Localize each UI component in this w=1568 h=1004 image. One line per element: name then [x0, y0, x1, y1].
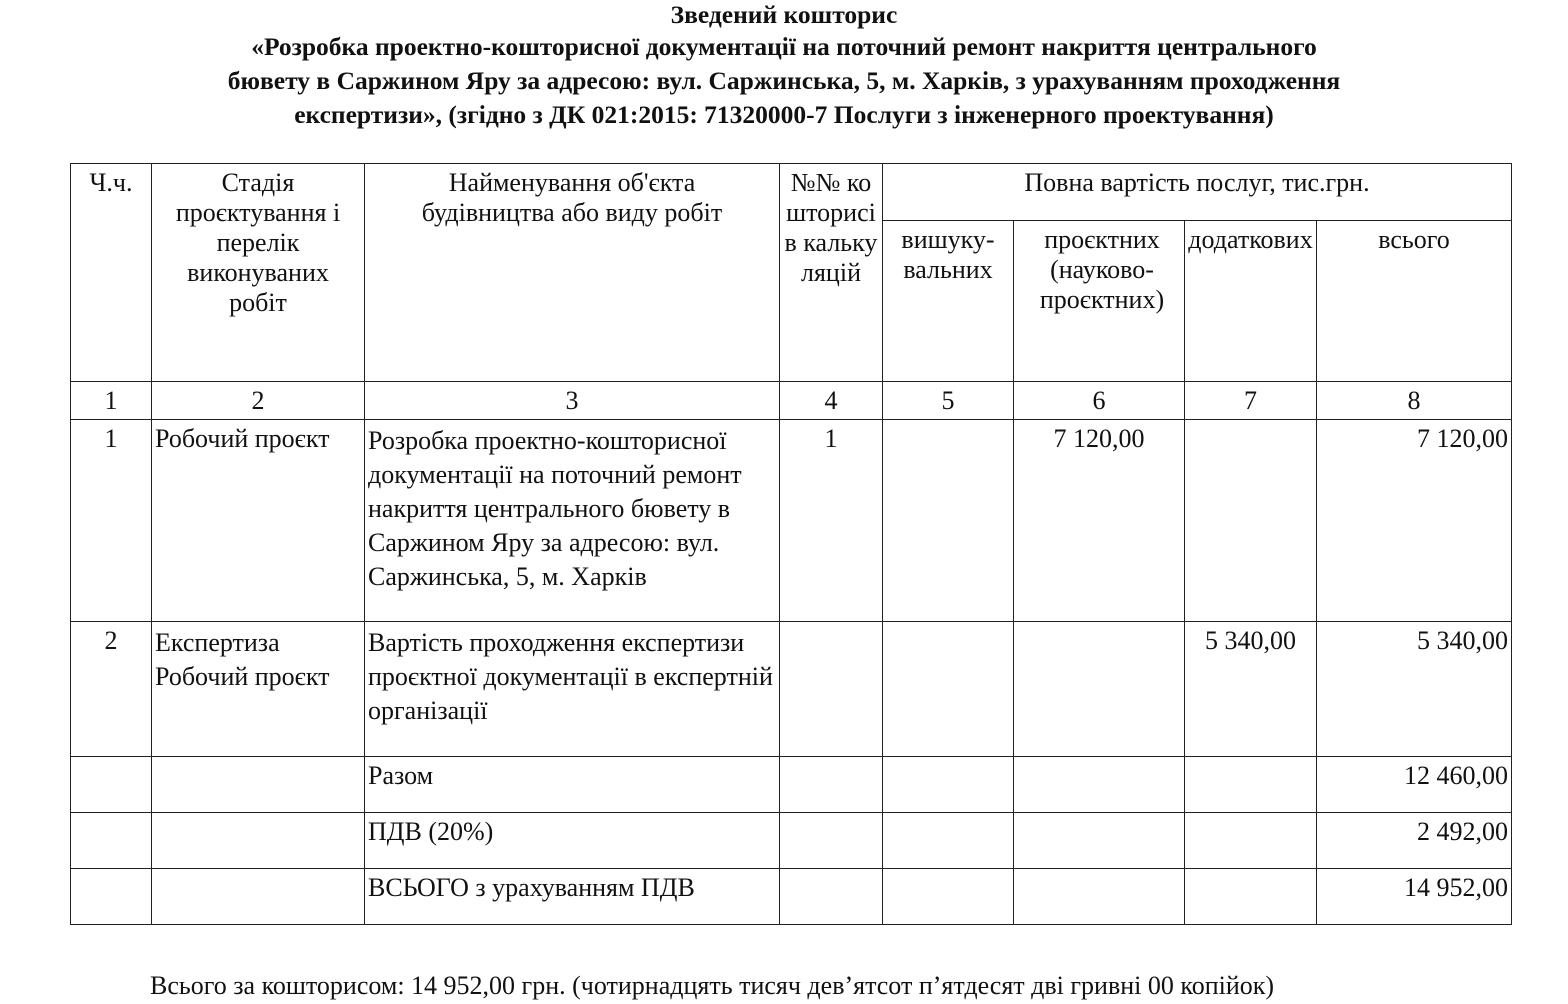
- empty-cell: [1014, 869, 1185, 925]
- row-object-name: Вартість проходження експертизи проєктної документації в експертній організації: [365, 622, 780, 757]
- row-design-cost: [1014, 622, 1185, 757]
- row-additional-cost: [1185, 420, 1317, 622]
- row-survey-cost: [883, 420, 1014, 622]
- empty-cell: [1185, 757, 1317, 813]
- row-survey-cost: [883, 622, 1014, 757]
- empty-cell: [780, 757, 883, 813]
- column-number: 6: [1014, 382, 1185, 420]
- empty-cell: [152, 813, 365, 869]
- header-design: проєктних (науково-проєктних): [1014, 221, 1185, 382]
- row-design-cost: 7 120,00: [1014, 420, 1185, 622]
- header-estimate-no: №№ кошторисів калькуляцій: [780, 164, 883, 382]
- title-line-4: експертизи», (згідно з ДК 021:2015: 71320000-7 Послуги з інженерного проектування): [294, 100, 1274, 129]
- empty-cell: [152, 757, 365, 813]
- header-full-cost-group: Повна вартість послуг, тис.грн.: [883, 164, 1512, 221]
- header-num: Ч.ч.: [71, 164, 152, 382]
- row-additional-cost: 5 340,00: [1185, 622, 1317, 757]
- empty-cell: [71, 869, 152, 925]
- empty-cell: [1014, 757, 1185, 813]
- column-number: 4: [780, 382, 883, 420]
- header-additional: додаткових: [1185, 221, 1317, 382]
- empty-cell: [780, 813, 883, 869]
- empty-cell: [152, 869, 365, 925]
- header-survey: вишуку-вальних: [883, 221, 1014, 382]
- header-total: всього: [1317, 221, 1512, 382]
- subtotal-value: 12 460,00: [1317, 757, 1512, 813]
- column-number: 3: [365, 382, 780, 420]
- column-number: 8: [1317, 382, 1512, 420]
- row-estimate-no: [780, 622, 883, 757]
- header-object-name: Найменування об'єкта будівництва або виду робіт: [365, 164, 780, 382]
- row-estimate-no: 1: [780, 420, 883, 622]
- header-row: [71, 164, 1512, 221]
- empty-cell: [1185, 813, 1317, 869]
- vat-value: 2 492,00: [1317, 813, 1512, 869]
- grand-total-label: ВСЬОГО з урахуванням ПДВ: [365, 869, 780, 925]
- row-stage: Експертиза Робочий проєкт: [152, 622, 365, 757]
- row-stage: Робочий проєкт: [152, 420, 365, 622]
- header-stage: Стадія проєктування і перелік виконуваних робіт: [152, 164, 365, 382]
- row-number: 2: [71, 622, 152, 757]
- vat-row: [71, 813, 1512, 869]
- empty-cell: [1014, 813, 1185, 869]
- table-row: [71, 622, 1512, 757]
- title-line-2: «Розробка проектно-кошторисної документації на поточний ремонт накриття центрального: [251, 32, 1317, 61]
- empty-cell: [883, 813, 1014, 869]
- column-number: 1: [71, 382, 152, 420]
- empty-cell: [1185, 869, 1317, 925]
- empty-cell: [71, 757, 152, 813]
- subtotal-row: [71, 757, 1512, 813]
- document-title: [0, 0, 1568, 132]
- column-number: 2: [152, 382, 365, 420]
- vat-label: ПДВ (20%): [365, 813, 780, 869]
- table-row: [71, 420, 1512, 622]
- empty-cell: [883, 869, 1014, 925]
- title-line-3: бювету в Саржином Яру за адресою: вул. Саржинська, 5, м. Харків, з урахуванням проходження: [227, 66, 1341, 95]
- empty-cell: [71, 813, 152, 869]
- row-total-cost: 5 340,00: [1317, 622, 1512, 757]
- row-number: 1: [71, 420, 152, 622]
- grand-total-row: [71, 869, 1512, 925]
- row-object-name: Розробка проектно-кошторисної документації на поточний ремонт накриття центрального бювету в Саржином Яру за адресою: вул. Саржинська, 5, м. Харків: [365, 420, 780, 622]
- grand-total-value: 14 952,00: [1317, 869, 1512, 925]
- estimate-table: [70, 163, 1512, 925]
- empty-cell: [780, 869, 883, 925]
- estimate-total-text: Всього за кошторисом: 14 952,00 грн. (чотирнадцять тисяч дев’ятсот п’ятдесят дві гривні 00 копійок): [150, 971, 1275, 1000]
- row-total-cost: 7 120,00: [1317, 420, 1512, 622]
- column-number: 7: [1185, 382, 1317, 420]
- empty-cell: [883, 757, 1014, 813]
- subtotal-label: Разом: [365, 757, 780, 813]
- column-number: 5: [883, 382, 1014, 420]
- title-heading: Зведений кошторис: [670, 0, 898, 29]
- column-number-row: [71, 382, 1512, 420]
